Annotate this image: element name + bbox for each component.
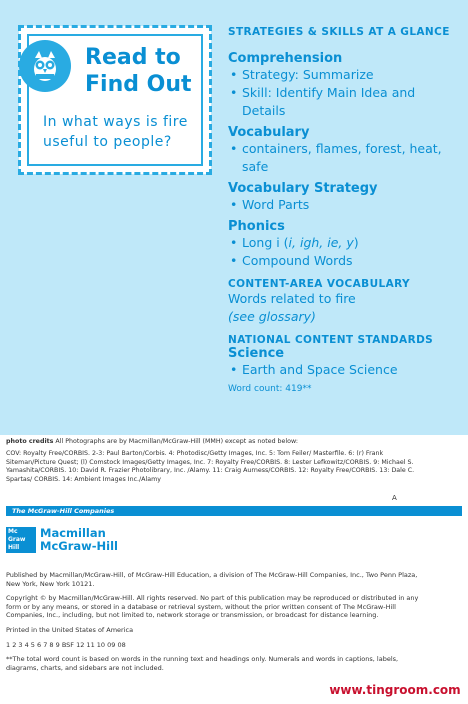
content-vocab-glossary: (see glossary) [228, 309, 316, 324]
credits-label: photo credits [6, 438, 54, 445]
vocabulary-title: Vocabulary [228, 125, 310, 140]
publisher-info [6, 571, 426, 678]
word-count-footnote: **The total word count is based on words in the running text and headings only. Numerals and words in captions, labels, diagrams, charts, and sidebars are not included. [6, 655, 399, 672]
logo-line: Graw [8, 536, 26, 543]
printed-in: Printed in the United States of America [6, 625, 134, 634]
phonics-suffix: ) [353, 235, 359, 250]
copyright-notice: Copyright © by Macmillan/McGraw-Hill. All rights reserved. No part of this publication may be reproduced or distributed in any form or by any means, or stored in a database or retrieval system, without the prior written consent of The McGraw-Hill Companies, Inc., including, but not limited to, network storage or transmission, or broadcast for distance learning. [6, 594, 419, 620]
owl-icon [19, 40, 71, 92]
vocabulary-strategy-item: • Word Parts [228, 196, 460, 214]
read-question: In what ways is fire useful to people? [43, 114, 188, 150]
read-to-find-out-frame [27, 34, 203, 166]
photo-credits [6, 438, 426, 484]
comprehension-item: • Strategy: Summarize [228, 66, 460, 84]
publisher-name [40, 527, 118, 553]
standards-title: Science [228, 346, 285, 361]
content-vocab-line: Words related to fire [228, 291, 356, 306]
credits-intro-line [6, 438, 426, 446]
publisher-name-line-2: McGraw-Hill [40, 539, 118, 553]
read-to-find-out-box [19, 26, 211, 174]
publisher-name-line-1: Macmillan [40, 526, 106, 540]
phonics-title: Phonics [228, 219, 285, 234]
phonics-item-compound: • Compound Words [228, 252, 460, 270]
phonics-item-long-i [228, 234, 460, 252]
standards-heading: NATIONAL CONTENT STANDARDS [228, 334, 434, 346]
word-count: Word count: 419** [228, 384, 312, 394]
content-vocab-heading: CONTENT-AREA VOCABULARY [228, 278, 411, 290]
strategies-heading: STRATEGIES & SKILLS AT A GLANCE [228, 26, 450, 38]
vocabulary-item: • containers, flames, forest, heat, safe [228, 140, 460, 176]
vocabulary-strategy-title: Vocabulary Strategy [228, 181, 378, 196]
title-line-1: Read to [85, 45, 181, 70]
strategies-column [228, 26, 460, 394]
published-by: Published by Macmillan/McGraw-Hill, of McGraw-Hill Education, a division of The McGraw-Hill Companies, Inc., Two Penn Plaza, New York, New York 10121. [6, 571, 418, 588]
phonics-prefix: Long i ( [242, 235, 289, 250]
title-line-2: Find Out [85, 72, 192, 97]
standards-item: • Earth and Space Science [228, 361, 460, 379]
comprehension-title: Comprehension [228, 51, 343, 66]
read-to-find-out-title [85, 44, 192, 98]
credits-text: COV: Royalty Free/CORBIS. 2-3: Paul Barton/Corbis. 4: Photodisc/Getty Images, Inc. 5: Tom Feiler/ Masterfile. 6: (r) Frank Siteman/Picture Quest; (l) Comstock Images/Getty Images, Inc. 7: Royalty Free/CORBIS. 8: Lester Lefkowitz/CORBIS. 9: Michael S. Yamashita/CORBIS. 10: David R. Frazier Photolibrary, Inc. /Alamy. 11: Craig Aurness/CORBIS. 12: Royalty Free/CORBIS. 13: Dale C. Spartas/ CORBIS. 14: Ambient Images Inc./Alamy [6, 450, 415, 483]
credits-mark: A [392, 494, 397, 502]
print-numbers: 1 2 3 4 5 6 7 8 9 BSF 12 11 10 09 08 [6, 640, 126, 649]
mcgraw-hill-logo [6, 527, 36, 553]
logo-line: Mc [8, 528, 18, 535]
logo-line: Hill [8, 544, 20, 551]
comprehension-item: • Skill: Identify Main Idea and Details [228, 84, 460, 120]
phonics-spellings: i, igh, ie, y [288, 235, 354, 250]
credits-intro: All Photographs are by Macmillan/McGraw-Hill (MMH) except as noted below: [55, 438, 298, 445]
mcgraw-hill-band: The McGraw-Hill Companies [6, 506, 462, 516]
watermark: www.tingroom.com [322, 680, 468, 700]
